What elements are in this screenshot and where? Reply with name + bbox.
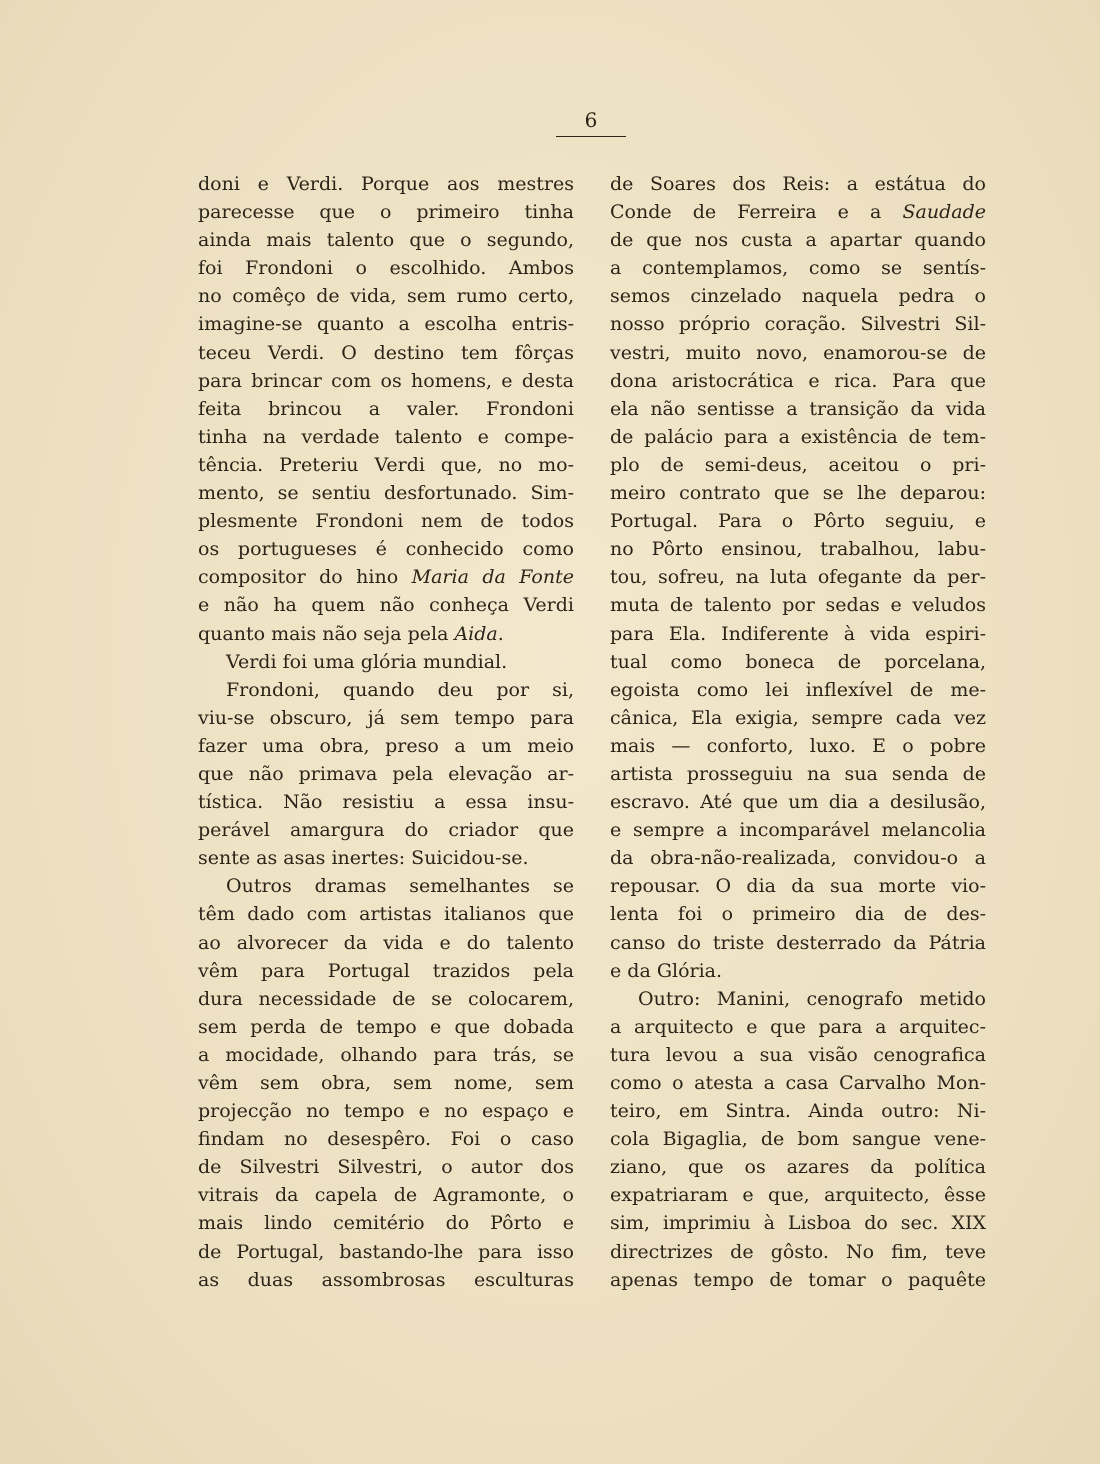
line-text: ela não sentisse a transição da vida — [610, 397, 986, 420]
line-text: escravo. Até que um dia a desilusão, — [610, 791, 986, 814]
line-text: de Silvestri Silvestri, o autor dos — [198, 1156, 574, 1179]
line-text: teceu Verdi. O destino tem fôrças — [198, 341, 574, 364]
text-line — [610, 732, 986, 760]
line-text: sente as asas inertes: Suicidou-se. — [198, 847, 529, 870]
text-line — [198, 339, 574, 367]
text-line — [610, 535, 986, 563]
line-text: as duas assombrosas esculturas — [198, 1268, 574, 1291]
line-text: apenas tempo de tomar o paquête — [610, 1268, 986, 1291]
line-text: tou, sofreu, na luta ofegante da per- — [610, 566, 986, 589]
text-line — [610, 591, 986, 619]
text-line — [198, 507, 574, 535]
text-line — [198, 226, 574, 254]
line-text: parecesse que o primeiro tinha — [198, 201, 574, 224]
line-text: tência. Preteriu Verdi que, no mo- — [198, 453, 574, 476]
text-line — [198, 591, 574, 619]
line-text: de Portugal, bastando-lhe para isso — [198, 1240, 574, 1263]
line-text: dona aristocrática e rica. Para que — [610, 369, 986, 392]
text-line — [198, 620, 574, 648]
line-text: viu-se obscuro, já sem tempo para — [198, 706, 574, 729]
line-text: de palácio para a existência de tem- — [610, 425, 986, 448]
text-line — [198, 985, 574, 1013]
line-text: cola Bigaglia, de bom sangue vene- — [610, 1128, 986, 1151]
line-text: Portugal. Para o Pôrto seguiu, e — [610, 510, 986, 533]
line-text: mento, se sentiu desfortunado. Sim- — [198, 482, 574, 505]
text-line — [198, 1266, 574, 1294]
text-line — [610, 872, 986, 900]
text-line — [198, 254, 574, 282]
line-text: imagine-se quanto a escolha entris- — [198, 313, 574, 336]
text-line — [198, 395, 574, 423]
line-text: feita brincou a valer. Frondoni — [198, 397, 574, 420]
text-line — [610, 648, 986, 676]
text-line — [610, 339, 986, 367]
text-line — [610, 844, 986, 872]
line-text: tinha na verdade talento e compe- — [198, 425, 574, 448]
text-line — [610, 957, 986, 985]
text-line — [198, 1181, 574, 1209]
text-line — [198, 844, 574, 872]
line-text: semos cinzelado naquela pedra o — [610, 285, 986, 308]
line-text: repousar. O dia da sua morte vio- — [610, 875, 986, 898]
text-line — [610, 451, 986, 479]
text-line — [198, 1209, 574, 1237]
line-text: Outro: Manini, cenografo metido — [638, 987, 986, 1010]
line-text: ziano, que os azares da política — [610, 1156, 986, 1179]
line-text: têm dado com artistas italianos que — [198, 903, 574, 926]
text-line — [610, 282, 986, 310]
text-line — [198, 1153, 574, 1181]
text-line — [198, 1125, 574, 1153]
text-line — [198, 1238, 574, 1266]
right-text-column — [610, 170, 986, 1294]
text-line — [198, 198, 574, 226]
text-line — [610, 310, 986, 338]
line-text: fazer uma obra, preso a um meio — [198, 734, 574, 757]
line-text: e não ha quem não conheça Verdi — [198, 594, 574, 617]
line-text: tura levou a sua visão cenografica — [610, 1043, 986, 1066]
text-line — [198, 872, 574, 900]
line-text: a mocidade, olhando para trás, se — [198, 1043, 574, 1066]
text-line — [610, 985, 986, 1013]
italic-title: Aida — [454, 622, 498, 645]
text-line — [198, 900, 574, 928]
line-text: no Pôrto ensinou, trabalhou, labu- — [610, 538, 986, 561]
line-text: ao alvorecer da vida e do talento — [198, 931, 574, 954]
text-line — [198, 957, 574, 985]
line-text: muta de talento por sedas e veludos — [610, 594, 986, 617]
italic-title: Saudade — [902, 201, 986, 224]
text-line — [610, 620, 986, 648]
line-text: mais — conforto, luxo. E o pobre — [610, 734, 986, 757]
line-text: findam no desespêro. Foi o caso — [198, 1128, 574, 1151]
line-text: meiro contrato que se lhe deparou: — [610, 482, 986, 505]
line-text: ainda mais talento que o segundo, — [198, 229, 574, 252]
page-number: 6 — [584, 108, 598, 132]
line-text: foi Frondoni o escolhido. Ambos — [198, 257, 574, 280]
left-text-column — [198, 170, 574, 1294]
text-line — [198, 423, 574, 451]
line-text: os portugueses é conhecido como — [198, 538, 574, 561]
text-line — [610, 1209, 986, 1237]
text-line — [198, 732, 574, 760]
text-line — [610, 704, 986, 732]
text-line — [198, 1041, 574, 1069]
text-line — [610, 676, 986, 704]
text-line — [198, 816, 574, 844]
line-text: vestri, muito novo, enamorou-se de — [610, 341, 986, 364]
text-line — [198, 170, 574, 198]
line-text: vêm sem obra, sem nome, sem — [198, 1072, 574, 1094]
text-line — [198, 1069, 574, 1097]
text-line — [610, 226, 986, 254]
line-text: doni e Verdi. Porque aos mestres — [198, 173, 574, 195]
text-line — [198, 535, 574, 563]
text-line — [610, 1097, 986, 1125]
text-line — [198, 704, 574, 732]
line-text: nosso próprio coração. Silvestri Sil- — [610, 313, 986, 336]
line-text: Verdi foi uma glória mundial. — [226, 650, 508, 673]
text-line — [198, 282, 574, 310]
line-text: sem perda de tempo e que dobada — [198, 1015, 574, 1038]
text-line — [610, 367, 986, 395]
line-text: lenta foi o primeiro dia de des- — [610, 903, 986, 926]
text-line — [198, 676, 574, 704]
line-text: no comêço de vida, sem rumo certo, — [198, 285, 574, 308]
text-line — [610, 816, 986, 844]
text-line — [610, 929, 986, 957]
italic-title: Maria da Fonte — [411, 566, 574, 589]
text-line — [610, 1013, 986, 1041]
line-text: Conde de Ferreira e a — [610, 201, 903, 224]
page-number-rule — [556, 136, 626, 137]
text-line — [610, 198, 986, 226]
text-line — [198, 451, 574, 479]
text-line — [610, 788, 986, 816]
line-text: directrizes de gôsto. No fim, teve — [610, 1240, 986, 1263]
text-line — [610, 1181, 986, 1209]
line-text: perável amargura do criador que — [198, 819, 574, 842]
line-text: que não primava pela elevação ar- — [198, 762, 574, 785]
line-text: a contemplamos, como se sentís- — [610, 257, 986, 280]
text-line — [610, 479, 986, 507]
line-text: quanto mais não seja pela — [198, 622, 455, 645]
line-text: a arquitecto e que para a arquitec- — [610, 1015, 986, 1038]
line-text: como o atesta a casa Carvalho Mon- — [610, 1072, 986, 1094]
line-text: Outros dramas semelhantes se — [226, 875, 574, 898]
text-line — [610, 254, 986, 282]
line-text: sim, imprimiu à Lisboa do sec. XIX — [610, 1212, 986, 1235]
text-line — [610, 1069, 986, 1097]
line-text: teiro, em Sintra. Ainda outro: Ni- — [610, 1100, 986, 1123]
line-text: dura necessidade de se colocarem, — [198, 987, 574, 1010]
text-line — [610, 563, 986, 591]
line-text: Frondoni, quando deu por si, — [226, 678, 574, 701]
line-text-after: . — [497, 622, 504, 645]
text-line — [610, 170, 986, 198]
text-line — [198, 1013, 574, 1041]
line-text: de que nos custa a apartar quando — [610, 229, 986, 252]
text-line — [610, 1266, 986, 1294]
line-text: tística. Não resistiu a essa insu- — [198, 791, 574, 814]
text-line — [610, 1125, 986, 1153]
text-line — [198, 563, 574, 591]
line-text: e da Glória. — [610, 959, 723, 982]
text-line — [198, 648, 574, 676]
line-text: de Soares dos Reis: a estátua do — [610, 173, 986, 195]
text-line — [610, 395, 986, 423]
line-text: vitrais da capela de Agramonte, o — [198, 1184, 574, 1207]
line-text: mais lindo cemitério do Pôrto e — [198, 1212, 574, 1235]
text-line — [610, 900, 986, 928]
line-text: da obra-não-realizada, convidou-o a — [610, 847, 986, 870]
line-text: plo de semi-deus, aceitou o pri- — [610, 453, 986, 476]
text-line — [610, 1238, 986, 1266]
text-line — [198, 367, 574, 395]
line-text: e sempre a incomparável melancolia — [610, 819, 986, 842]
line-text: vêm para Portugal trazidos pela — [198, 959, 574, 982]
line-text: plesmente Frondoni nem de todos — [198, 510, 574, 533]
text-line — [198, 788, 574, 816]
text-line — [610, 760, 986, 788]
text-line — [198, 929, 574, 957]
text-line — [610, 507, 986, 535]
line-text: tual como boneca de porcelana, — [610, 650, 986, 673]
text-line — [198, 760, 574, 788]
line-text: compositor do hino — [198, 566, 412, 589]
line-text: cânica, Ela exigia, sempre cada vez — [610, 706, 986, 729]
text-line — [610, 1041, 986, 1069]
line-text: para Ela. Indiferente à vida espiri- — [610, 622, 986, 645]
line-text: para brincar com os homens, e desta — [198, 369, 574, 392]
text-line — [198, 479, 574, 507]
line-text: projecção no tempo e no espaço e — [198, 1100, 574, 1123]
line-text: egoista como lei inflexível de me- — [610, 678, 986, 701]
line-text: canso do triste desterrado da Pátria — [610, 931, 986, 954]
line-text: expatriaram e que, arquitecto, êsse — [610, 1184, 986, 1207]
text-line — [198, 1097, 574, 1125]
text-line — [610, 1153, 986, 1181]
text-line — [610, 423, 986, 451]
text-line — [198, 310, 574, 338]
line-text: artista prosseguiu na sua senda de — [610, 762, 986, 785]
